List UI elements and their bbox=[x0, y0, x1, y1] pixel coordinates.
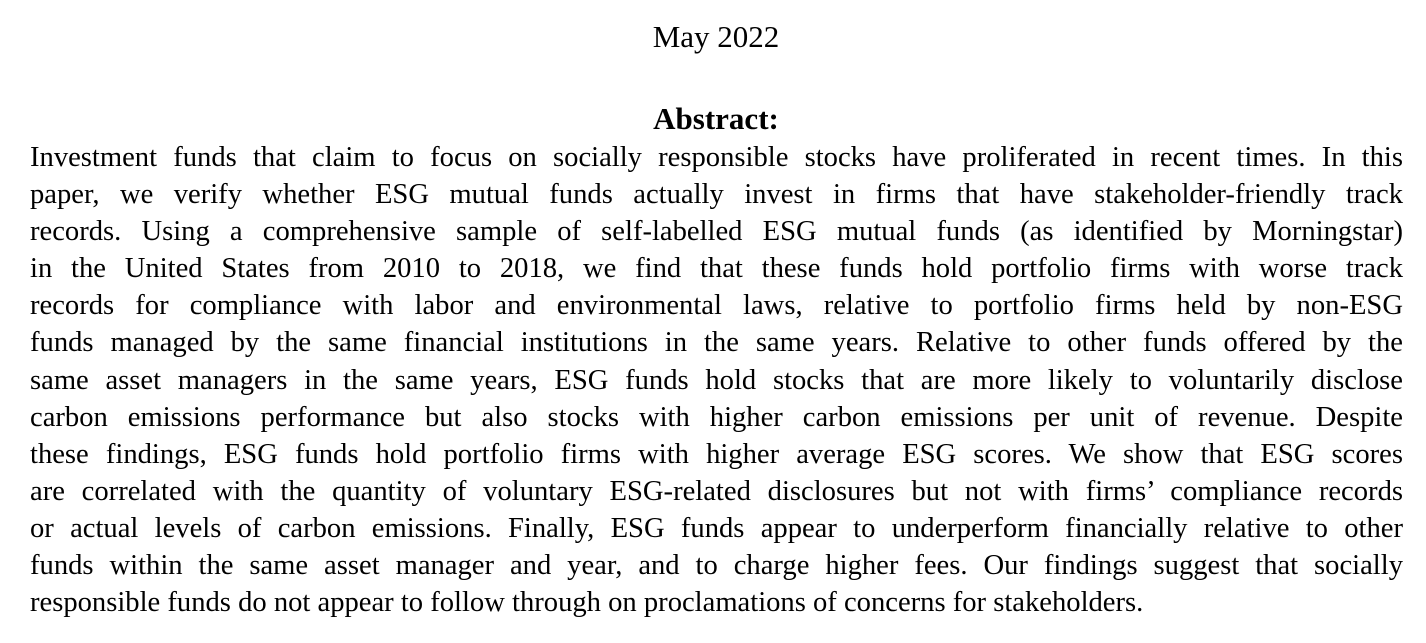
abstract-line: same asset managers in the same years, ESG funds hold stocks that are more likely to voluntarily disclose bbox=[30, 364, 1403, 396]
abstract-line: paper, we verify whether ESG mutual funds actually invest in firms that have stakeholder-friendly track bbox=[30, 179, 1403, 211]
abstract-line: records. Using a comprehensive sample of self-labelled ESG mutual funds (as identified by Morningstar) bbox=[30, 216, 1403, 248]
abstract-body bbox=[30, 139, 1403, 621]
abstract-line: or actual levels of carbon emissions. Finally, ESG funds appear to underperform financially relative to other bbox=[30, 512, 1403, 544]
abstract-line: Investment funds that claim to focus on socially responsible stocks have proliferated in recent times. In this bbox=[30, 142, 1403, 173]
abstract-line: carbon emissions performance but also stocks with higher carbon emissions per unit of revenue. Despite bbox=[30, 401, 1403, 433]
abstract-line: in the United States from 2010 to 2018, we find that these funds hold portfolio firms with worse track bbox=[30, 253, 1403, 285]
abstract-line: responsible funds do not appear to follow through on proclamations of concerns for stakeholders. bbox=[30, 587, 1144, 619]
abstract-line: records for compliance with labor and environmental laws, relative to portfolio firms held by non-ESG bbox=[30, 290, 1403, 322]
abstract-line: these findings, ESG funds hold portfolio firms with higher average ESG scores. We show that ESG scores bbox=[30, 438, 1403, 470]
abstract-line: funds managed by the same financial institutions in the same years. Relative to other funds offered by the bbox=[30, 327, 1403, 359]
abstract-line: are correlated with the quantity of voluntary ESG-related disclosures but not with firms’ compliance records bbox=[30, 475, 1403, 507]
publication-date: May 2022 bbox=[652, 19, 780, 54]
abstract-heading: Abstract: bbox=[653, 101, 779, 136]
abstract-line: funds within the same asset manager and year, and to charge higher fees. Our findings suggest that socially bbox=[30, 550, 1403, 582]
